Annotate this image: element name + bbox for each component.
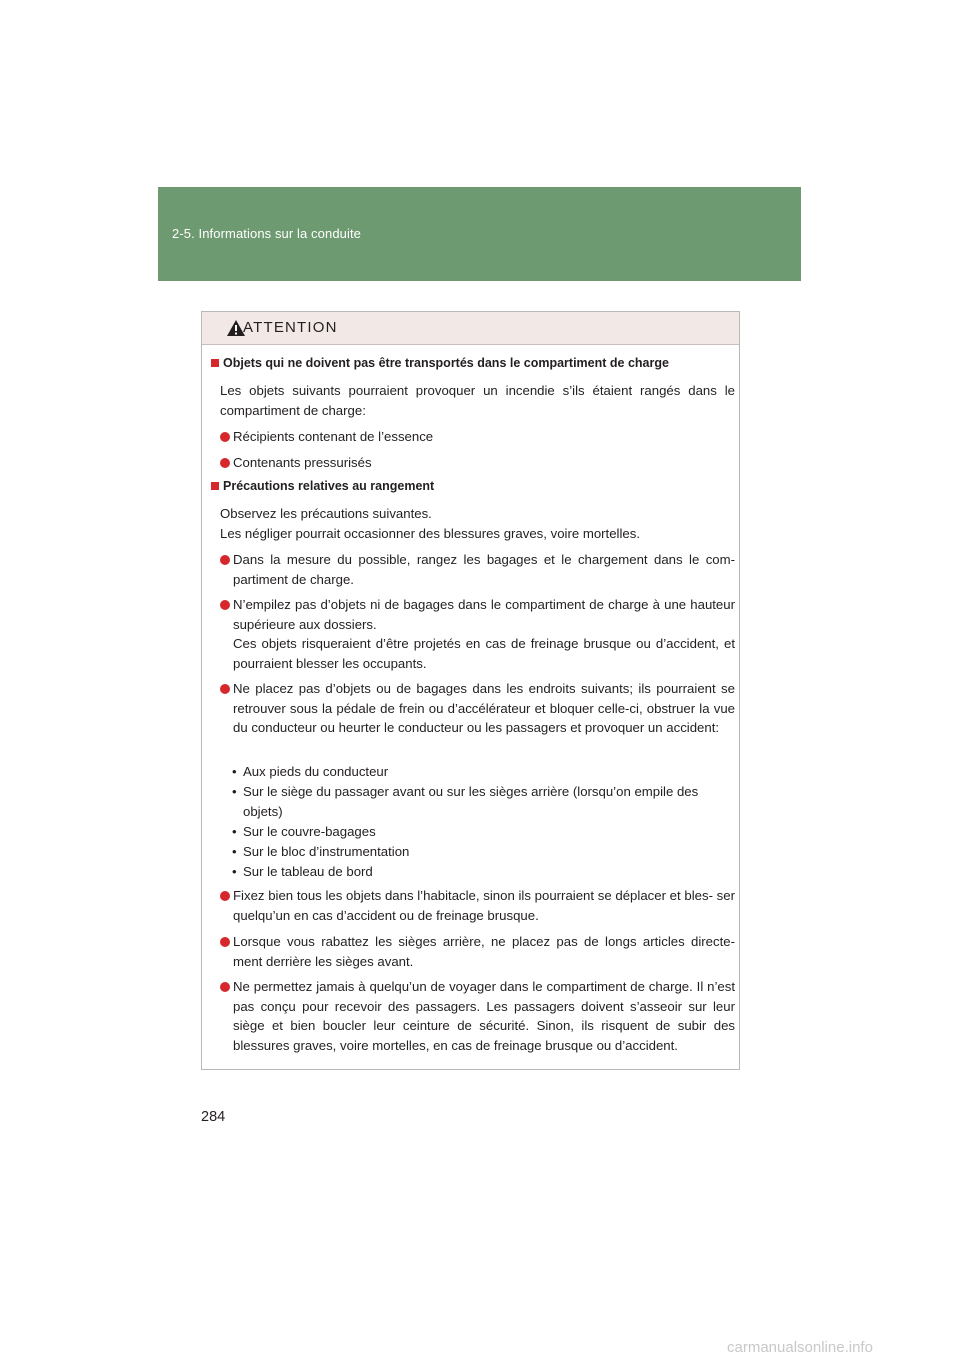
bullet-item: Dans la mesure du possible, rangez les bagages et le chargement dans le com- partiment de charge.	[220, 550, 735, 589]
round-bullet-icon	[220, 937, 230, 947]
round-bullet-icon	[220, 555, 230, 565]
bullet-item: Lorsque vous rabattez les sièges arrière, ne placez pas de longs articles directe- ment derrière les sièges avant.	[220, 932, 735, 971]
section-title: 2-5. Informations sur la conduite	[172, 226, 362, 241]
bullet-item: Récipients contenant de l’essence	[220, 427, 735, 447]
location-item: • Sur le tableau de bord	[232, 864, 373, 879]
location-item: • Sur le siège du passager avant ou sur les sièges arrière (lorsqu’on empile des objets)	[232, 784, 699, 819]
page-number: 284	[201, 1109, 226, 1125]
paragraph: Observez les précautions suivantes. Les négliger pourrait occasionner des blessures graves, voire mortelles.	[220, 506, 641, 541]
round-bullet-icon	[220, 432, 230, 442]
round-bullet-icon	[220, 458, 230, 468]
watermark: carmanualsonline.info	[727, 1339, 873, 1356]
bullet-item: Contenants pressurisés	[220, 453, 735, 473]
square-bullet-icon	[211, 359, 219, 367]
attention-header	[202, 312, 739, 345]
location-item: • Sur le bloc d’instrumentation	[232, 844, 410, 859]
round-bullet-icon	[220, 684, 230, 694]
bullet-item: Fixez bien tous les objets dans l’habitacle, sinon ils pourraient se déplacer et bles- ser quelqu’un en cas d’accident ou de freinage brusque.	[220, 886, 735, 925]
square-bullet-icon	[211, 482, 219, 490]
bullet-item: N’empilez pas d’objets ni de bagages dans le compartiment de charge à une hauteur supérieure aux dossiers. Ces objets risqueraient d’être projetés en cas de freinage brusque ou d’accident, et pourraient blesser les occupants.	[220, 595, 735, 673]
attention-title: ATTENTION	[243, 319, 338, 336]
bullet-item: Ne placez pas d’objets ou de bagages dans les endroits suivants; ils pourraient se retrouver sous la pédale de frein ou d’accélérateur et bloquer celle-ci, obstruer la vue du conducteur ou heurter le conducteur ou les passagers et provoquer un accident:	[220, 679, 735, 738]
location-item: • Sur le couvre-bagages	[232, 824, 376, 839]
location-item: • Aux pieds du conducteur	[232, 764, 389, 779]
round-bullet-icon	[220, 600, 230, 610]
paragraph: Les objets suivants pourraient provoquer un incendie s’ils étaient rangés dans le compartiment de charge:	[220, 383, 735, 418]
round-bullet-icon	[220, 891, 230, 901]
section-header-bar	[158, 187, 801, 281]
bullet-item: Ne permettez jamais à quelqu’un de voyager dans le compartiment de charge. Il n’est pas conçu pour recevoir des passagers. Les passagers doivent s’asseoir sur leur siège et bien boucler leur ceinture de sécurité. Sinon, ils risquent de subir des blessures graves, voire mortelles, en cas de freinage brusque ou d’accident.	[220, 977, 735, 1055]
attention-box	[201, 311, 740, 1070]
section-heading: Objets qui ne doivent pas être transportés dans le compartiment de charge	[211, 356, 669, 370]
section-heading: Précautions relatives au rangement	[211, 479, 434, 493]
round-bullet-icon	[220, 982, 230, 992]
